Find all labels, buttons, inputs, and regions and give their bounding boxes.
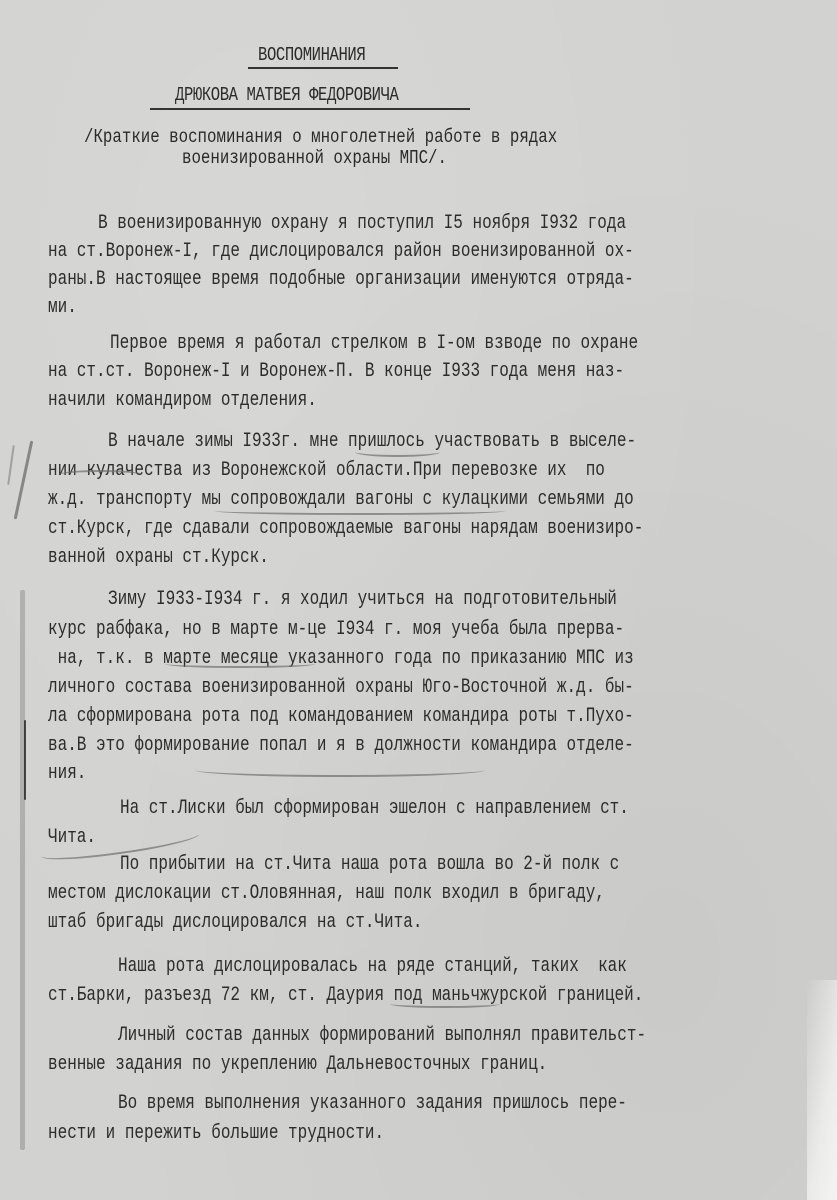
paragraph-6-line-1: По прибытии на ст.Чита наша рота вошла во 2-й полк с [120, 853, 620, 876]
paragraph-9-line-1: Во время выполнения указанного задания пришлось пере- [118, 1092, 627, 1115]
underline-mark [165, 660, 315, 668]
paragraph-7-line-2: ст.Барки, разъезд 72 км, ст. Даурия под маньчжурской границей. [48, 984, 644, 1007]
paragraph-4-line-2: курс рабфака, но в марте м-це I934 г. моя учеба была прерва- [48, 618, 625, 641]
heading-underline [248, 67, 398, 69]
paragraph-1-line-4: ми. [48, 296, 77, 319]
paragraph-4-line-7: ния. [48, 762, 87, 785]
paragraph-5-line-2: Чита. [48, 826, 97, 849]
underline-mark [215, 507, 505, 515]
paragraph-9-line-2: нести и пережить большие трудности. [48, 1122, 385, 1145]
paper-fold-edge [807, 980, 837, 1200]
paragraph-4-line-6: ва.В это формирование попал и я в должности командира отделе- [48, 734, 634, 757]
paragraph-4-line-3: на, т.к. в марте месяце указанного года по приказанию МПС из [48, 647, 634, 670]
paragraph-4-line-5: ла сформирована рота под командованием командира роты т.Пухо- [48, 705, 634, 728]
paragraph-2-line-1: Первое время я работал стрелком в I-ом взводе по охране [110, 332, 639, 355]
paragraph-7-line-1: Наша рота дислоцировалась на ряде станций, таких как [118, 955, 627, 978]
paragraph-8-line-2: венные задания по укреплению Дальневосточных границ. [48, 1053, 548, 1076]
paragraph-6-line-3: штаб бригады дислоцировался на ст.Чита. [48, 911, 423, 934]
underline-mark [58, 470, 143, 480]
paragraph-4-line-1: Зиму I933-I934 г. я ходил учиться на подготовительный [108, 588, 617, 611]
subtitle-line-2: военизированной охраны МПС/. [182, 147, 447, 169]
margin-pencil-mark-2 [7, 445, 15, 485]
underline-mark [390, 1000, 500, 1008]
paragraph-5-line-1: На ст.Лиски был сформирован эшелон с направлением ст. [120, 797, 629, 820]
paragraph-3-line-5: ванной охраны ст.Курск. [48, 546, 269, 569]
paragraph-3-line-4: ст.Курск, где сдавали сопровождаемые вагоны нарядам военизиро- [48, 517, 644, 540]
paragraph-2-line-3: начили командиром отделения. [48, 389, 317, 412]
paragraph-1-line-2: на ст.Воронеж-I, где дислоцировался район военизированной ох- [48, 240, 634, 263]
paragraph-4-line-4: личного состава военизированной охраны Юго-Восточной ж.д. бы- [48, 676, 634, 699]
paragraph-3-line-1: В начале зимы I933г. мне пришлось участвовать в выселе- [108, 430, 637, 453]
paragraph-2-line-2: на ст.ст. Воронеж-I и Воронеж-П. В конце I933 года меня наз- [48, 360, 625, 383]
paragraph-3-line-3: ж.д. транспорту мы сопровождали вагоны с кулацкими семьями до [48, 488, 634, 511]
paragraph-3-line-2: нии кулачества из Воронежской области.При перевозке их по [48, 459, 605, 482]
paragraph-8-line-1: Личный состав данных формирований выполнял правительст- [118, 1024, 647, 1047]
paragraph-1-line-1: В военизированную охрану я поступил I5 ноября I932 года [98, 212, 627, 235]
margin-pencil-bar [20, 590, 25, 1150]
author-name: ДРЮКОВА МАТВЕЯ ФЕДОРОВИЧА [175, 84, 399, 106]
subtitle-line-1: /Краткие воспоминания о многолетней работе в рядах [84, 126, 558, 148]
paragraph-6-line-2: местом дислокации ст.Оловянная, наш полк входил в бригаду, [48, 882, 605, 905]
author-underline [150, 108, 470, 110]
document-heading: ВОСПОМИНАНИЯ [258, 44, 366, 66]
paragraph-1-line-3: раны.В настоящее время подобные организации именуются отряда- [48, 268, 634, 291]
margin-pen-stroke [24, 720, 26, 800]
underline-mark [195, 763, 485, 777]
underline-mark [355, 447, 440, 457]
margin-pencil-mark-1 [14, 441, 34, 520]
